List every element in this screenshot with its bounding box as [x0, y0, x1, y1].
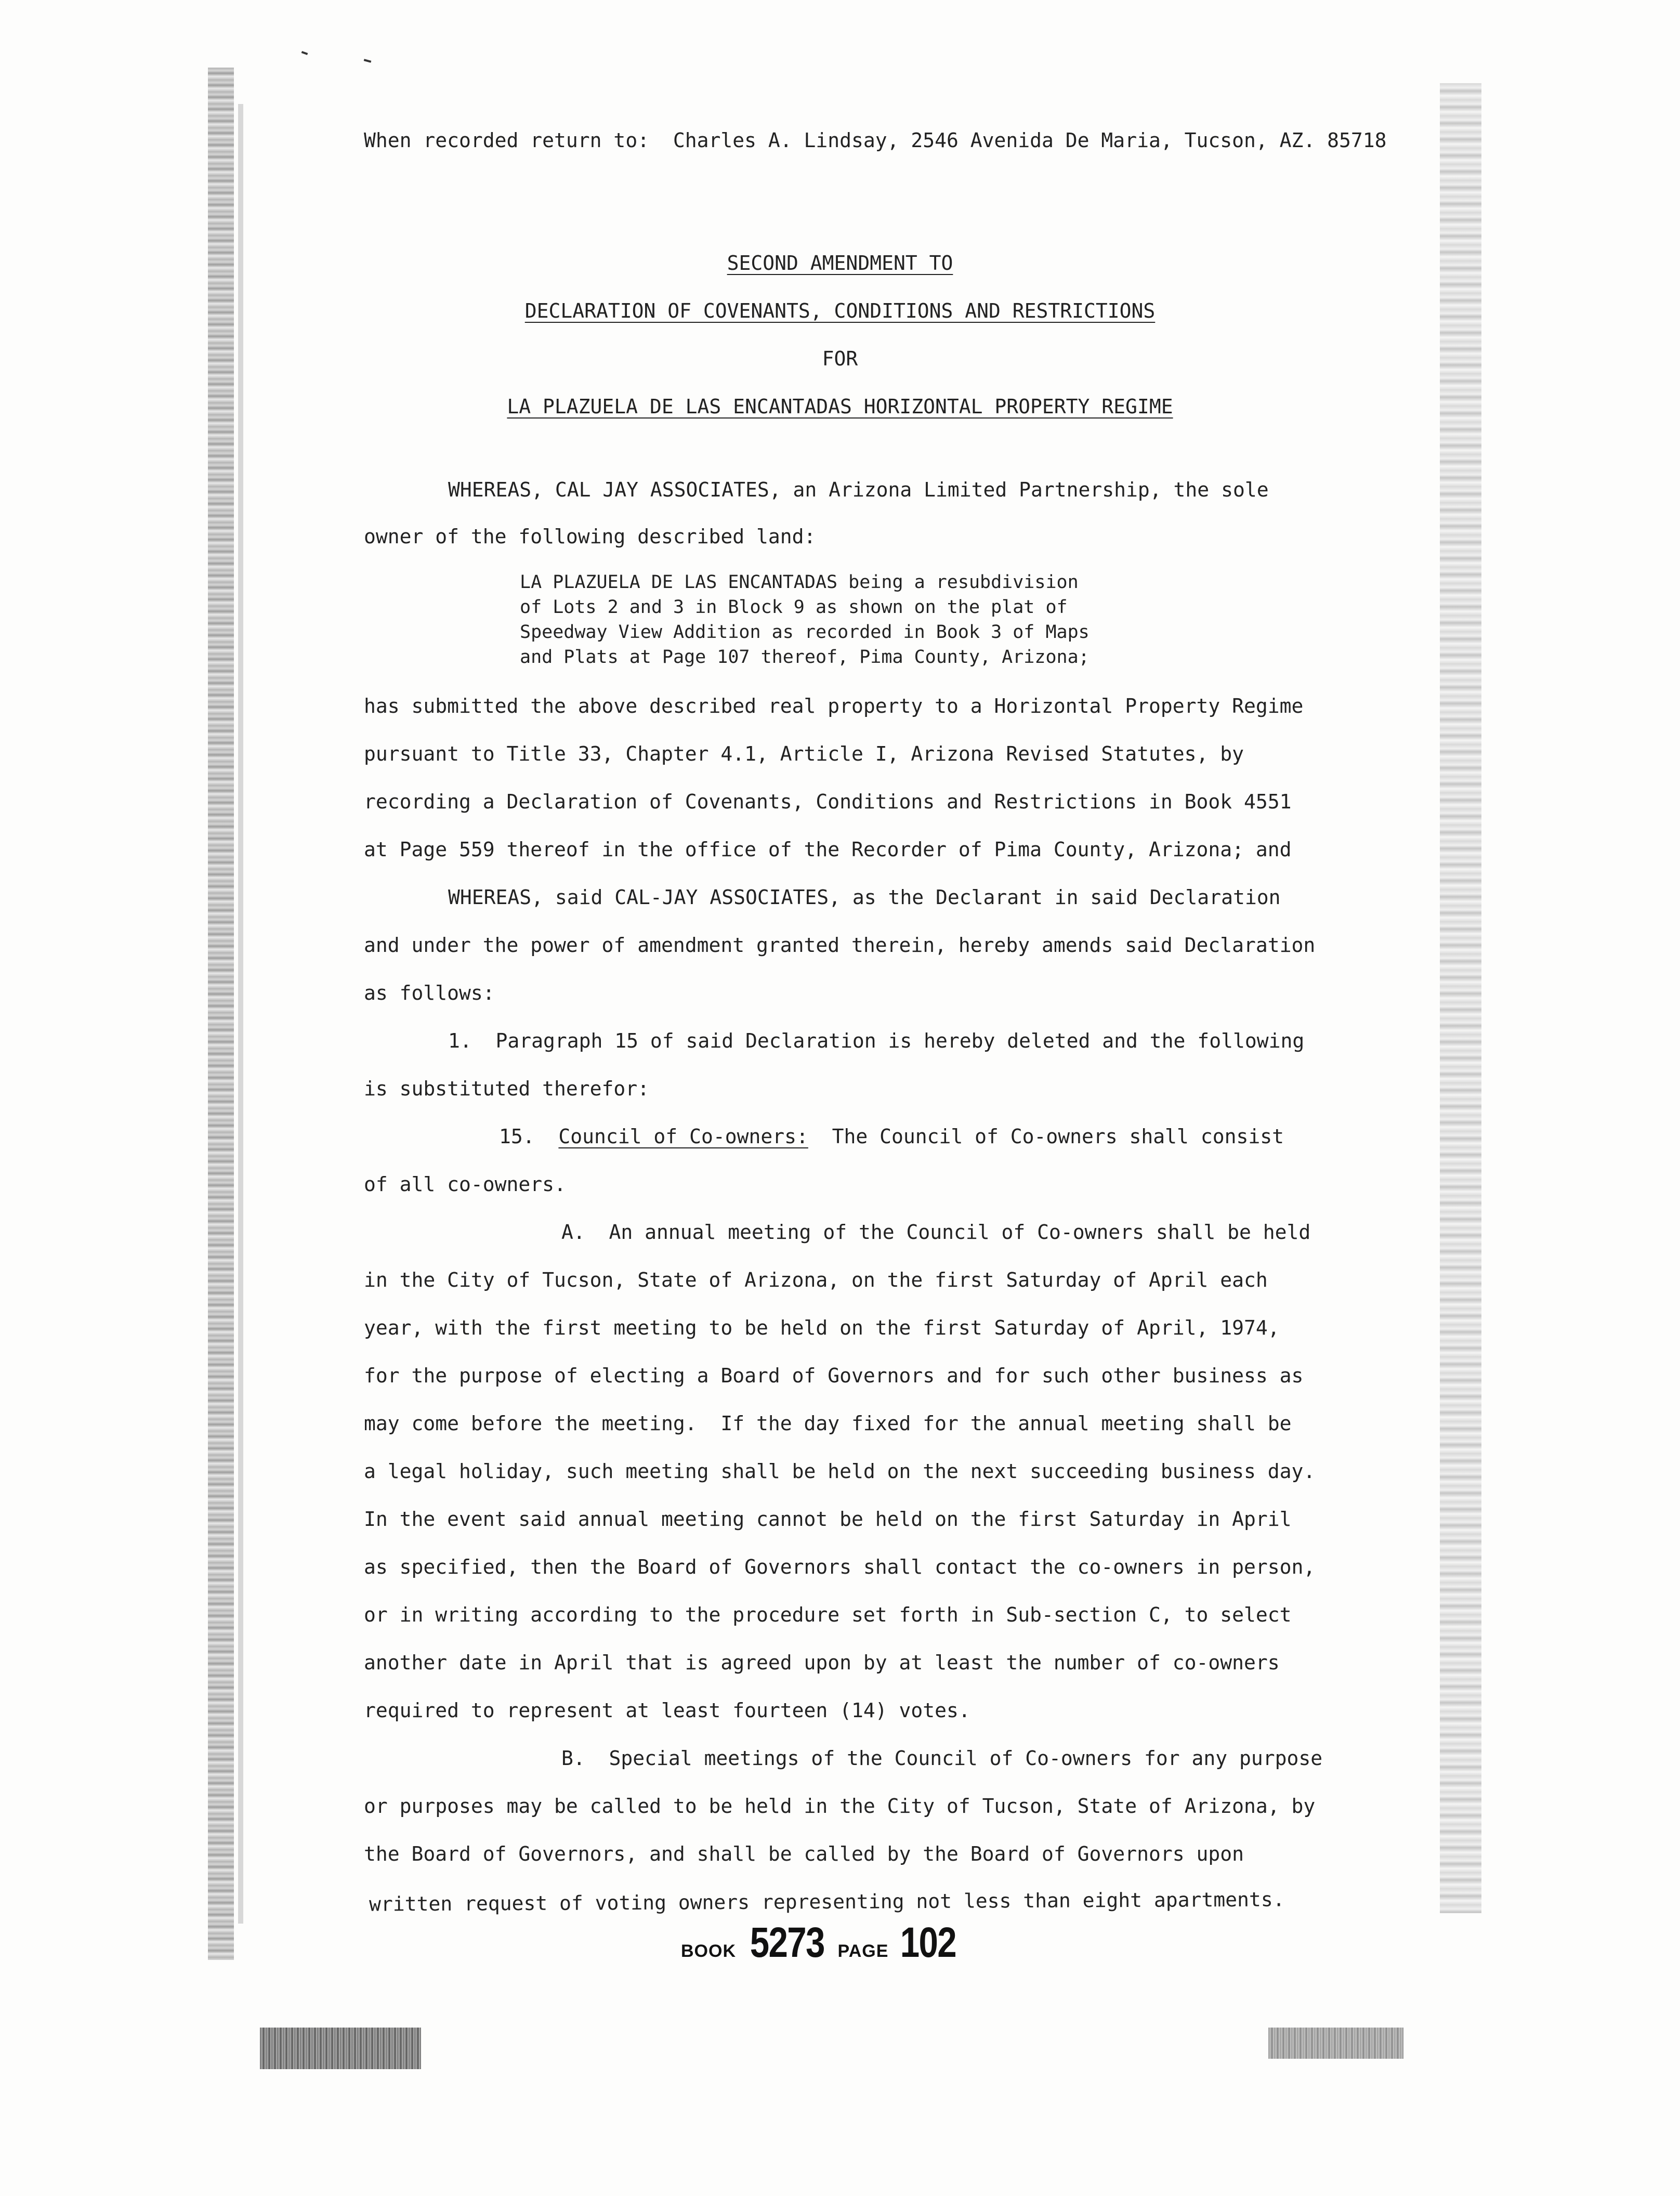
subsection-a-7: In the event said annual meeting cannot be held on the first Saturday in April — [364, 1508, 1292, 1531]
legal-description-4: and Plats at Page 107 thereof, Pima County, Arizona; — [520, 647, 1090, 668]
section-15-cont: of all co-owners. — [364, 1173, 566, 1196]
return-to-line: When recorded return to: Charles A. Lindsay, 2546 Avenida De Maria, Tucson, AZ. 85718 — [364, 129, 1387, 152]
legal-description-1: LA PLAZUELA DE LAS ENCANTADAS being a resubdivision — [520, 572, 1079, 593]
paragraph-whereas-1-cont: owner of the following described land: — [364, 525, 816, 548]
paragraph-submitted-4: at Page 559 thereof in the office of the Recorder of Pima County, Arizona; and — [364, 838, 1292, 861]
book-label: BOOK — [681, 1941, 736, 1961]
subsection-a-4: for the purpose of electing a Board of Governors and for such other business as — [364, 1364, 1304, 1387]
scan-mark — [301, 51, 308, 55]
subsection-a-6: a legal holiday, such meeting shall be held on the next succeeding business day. — [364, 1460, 1316, 1483]
subsection-b-2: or purposes may be called to be held in the City of Tucson, State of Arizona, by — [364, 1795, 1316, 1818]
scan-artifact-bottom-left — [260, 2028, 421, 2069]
subsection-a-2: in the City of Tucson, State of Arizona, on the first Saturday of April each — [364, 1269, 1268, 1291]
title-line-1: SECOND AMENDMENT TO — [727, 252, 953, 274]
subsection-a-9: or in writing according to the procedure set forth in Sub-section C, to select — [364, 1603, 1292, 1626]
section-15-text: The Council of Co-owners shall consist — [808, 1125, 1284, 1148]
subsection-b-4: written request of voting owners representing not less than eight apartments. — [369, 1888, 1285, 1916]
scan-edge-left-shadow — [238, 104, 243, 1924]
title-line-4: LA PLAZUELA DE LAS ENCANTADAS HORIZONTAL PROPERTY REGIME — [507, 395, 1173, 418]
subsection-a-11: required to represent at least fourteen (14) votes. — [364, 1699, 970, 1722]
book-page-stamp — [681, 1918, 962, 1967]
subsection-b-3: the Board of Governors, and shall be called by the Board of Governors upon — [364, 1842, 1244, 1865]
book-number: 5273 — [750, 1919, 824, 1966]
item-1-cont: is substituted therefor: — [364, 1077, 650, 1100]
subsection-b-1: B. Special meetings of the Council of Co-owners for any purpose — [561, 1747, 1323, 1770]
title-line-3: FOR — [822, 347, 858, 370]
subsection-a-8: as specified, then the Board of Governors shall contact the co-owners in person, — [364, 1556, 1316, 1578]
subsection-a-10: another date in April that is agreed upon by at least the number of co-owners — [364, 1651, 1280, 1674]
subsection-a-3: year, with the first meeting to be held on the first Saturday of April, 1974, — [364, 1316, 1280, 1339]
subsection-a-1: A. An annual meeting of the Council of Co-owners shall be held — [561, 1221, 1311, 1244]
item-1: 1. Paragraph 15 of said Declaration is hereby deleted and the following — [448, 1029, 1305, 1052]
section-15-heading: Council of Co-owners: — [558, 1125, 808, 1148]
subsection-a-5: may come before the meeting. If the day fixed for the annual meeting shall be — [364, 1412, 1292, 1435]
paragraph-whereas-1: WHEREAS, CAL JAY ASSOCIATES, an Arizona Limited Partnership, the sole — [448, 478, 1269, 501]
paragraph-submitted-2: pursuant to Title 33, Chapter 4.1, Article I, Arizona Revised Statutes, by — [364, 742, 1244, 765]
scan-artifact-bottom-right — [1268, 2028, 1403, 2059]
scan-mark — [364, 59, 372, 62]
paragraph-whereas-2: WHEREAS, said CAL-JAY ASSOCIATES, as the Declarant in said Declaration — [448, 886, 1281, 909]
paragraph-submitted-3: recording a Declaration of Covenants, Conditions and Restrictions in Book 4551 — [364, 790, 1292, 813]
section-15 — [499, 1125, 1284, 1148]
section-15-number: 15. — [499, 1125, 535, 1148]
title-line-2: DECLARATION OF COVENANTS, CONDITIONS AND RESTRICTIONS — [524, 299, 1156, 322]
legal-description-3: Speedway View Addition as recorded in Book 3 of Maps — [520, 622, 1090, 643]
legal-description-2: of Lots 2 and 3 in Block 9 as shown on the plat of — [520, 597, 1068, 618]
paragraph-whereas-2-cont: and under the power of amendment granted therein, hereby amends said Declaration — [364, 934, 1316, 957]
paragraph-whereas-2-end: as follows: — [364, 982, 495, 1004]
paragraph-submitted-1: has submitted the above described real property to a Horizontal Property Regime — [364, 695, 1304, 717]
page-label: PAGE — [837, 1941, 889, 1961]
page-number: 102 — [900, 1919, 956, 1966]
